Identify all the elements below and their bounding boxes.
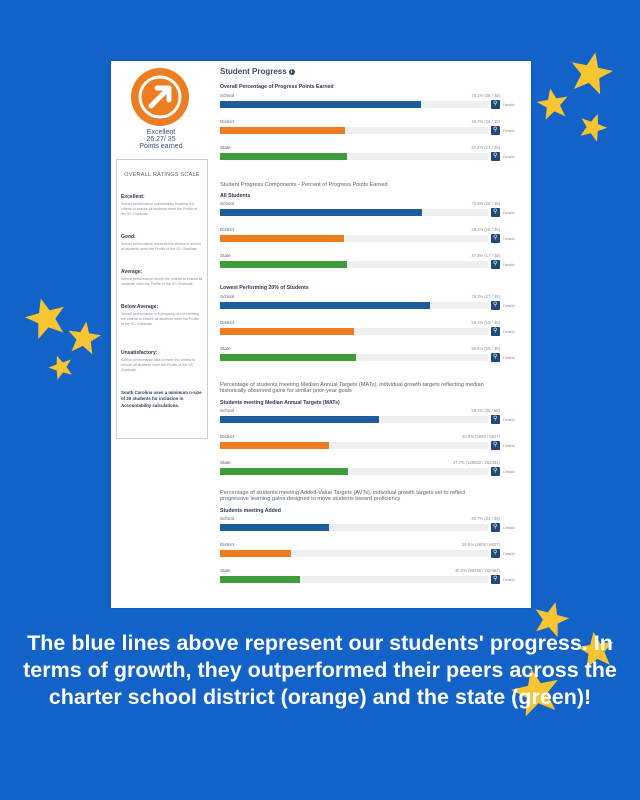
section-title: Students meeting Median Annual Targets (MATs) bbox=[220, 400, 340, 406]
details-button[interactable] bbox=[491, 208, 500, 217]
section-title: All Students bbox=[220, 193, 251, 199]
bar-value-label: 59.3% (35 / 59) bbox=[471, 408, 500, 413]
bar-category-label: School bbox=[220, 294, 235, 299]
bar-value-label: 30.0% (80290 / 262464) bbox=[455, 568, 500, 573]
bar-track bbox=[220, 576, 488, 583]
details-button[interactable] bbox=[491, 549, 500, 558]
search-icon: ⚲ bbox=[493, 576, 498, 582]
bar-value-label: 46.4% (16 / 35) bbox=[471, 227, 500, 232]
search-icon: ⚲ bbox=[493, 101, 498, 107]
bar-track bbox=[220, 354, 488, 361]
bar-track bbox=[220, 209, 488, 216]
info-icon[interactable]: i bbox=[289, 69, 295, 75]
details-button[interactable] bbox=[491, 234, 500, 243]
search-icon: ⚲ bbox=[493, 468, 498, 474]
details-link[interactable]: Details bbox=[503, 304, 515, 308]
rating-logo bbox=[131, 68, 189, 126]
details-button[interactable] bbox=[491, 353, 500, 362]
bar-category-label: State bbox=[220, 253, 231, 258]
details-button[interactable] bbox=[491, 126, 500, 135]
bar bbox=[220, 328, 354, 335]
bar-track bbox=[220, 550, 488, 557]
star-icon bbox=[24, 296, 68, 340]
bar-category-label: School bbox=[220, 408, 235, 413]
bar-category-label: District bbox=[220, 119, 235, 124]
bar-track bbox=[220, 235, 488, 242]
report-card bbox=[111, 61, 531, 608]
search-icon: ⚲ bbox=[493, 153, 498, 159]
bar-category-label: State bbox=[220, 145, 231, 150]
level-description: School performance exceeds the criteria to ensure all students meet the Profile of the SC Graduate. bbox=[121, 242, 202, 251]
details-button[interactable] bbox=[491, 301, 500, 310]
section-description: Percentage of students meeting Added-Value Targets (AVTs), individual growth targets set to reflect progressive learning gains designed to move students toward proficiency bbox=[220, 490, 466, 503]
section-description: Percentage of students meeting Median Annual Targets (MATs), individual growth targets reflecting median historically observed gains for similar prior-year goals bbox=[220, 382, 484, 395]
bar-track bbox=[220, 328, 488, 335]
report-sidebar bbox=[111, 61, 211, 608]
bar bbox=[220, 576, 300, 583]
bar bbox=[220, 550, 291, 557]
ratings-scale bbox=[116, 159, 208, 439]
details-link[interactable]: Details bbox=[503, 578, 515, 582]
bar bbox=[220, 302, 430, 309]
bar bbox=[220, 127, 345, 134]
level-name: Unsatisfactory: bbox=[121, 350, 158, 356]
details-link[interactable]: Details bbox=[503, 526, 515, 530]
page-title-text: Student Progress bbox=[220, 67, 287, 76]
student-progress-panel bbox=[220, 61, 525, 608]
bar bbox=[220, 468, 348, 475]
page-title bbox=[220, 67, 295, 76]
details-button[interactable] bbox=[491, 441, 500, 450]
bar-category-label: District bbox=[220, 320, 235, 325]
details-link[interactable]: Details bbox=[503, 330, 515, 334]
bar bbox=[220, 354, 356, 361]
level-description: School performance fails to meet the criteria to ensure all students meet the Profile of the SC Graduate. bbox=[121, 358, 196, 372]
bar-value-label: 47.7% (125502 / 262464) bbox=[452, 460, 500, 465]
level-description: School performance meets the criteria to ensure all students meet the Profile of the SC Graduate. bbox=[121, 277, 203, 286]
arrow-up-right-icon bbox=[131, 68, 189, 126]
level-description: School performance is in jeopardy of not meeting the criteria to ensure all students meet the Profile of the SC Graduate. bbox=[121, 312, 200, 326]
bar-track bbox=[220, 416, 488, 423]
n-size-note: South Carolina uses a minimum n-size of 20 students for inclusion in Accountability calculations. bbox=[121, 390, 202, 408]
details-button[interactable] bbox=[491, 523, 500, 532]
section-title: Overall Percentage of Progress Points Earned bbox=[220, 84, 334, 90]
bar-value-label: 50.1% (18 / 35) bbox=[471, 320, 500, 325]
bar bbox=[220, 261, 347, 268]
details-link[interactable]: Details bbox=[503, 552, 515, 556]
bar bbox=[220, 101, 421, 108]
bar-category-label: State bbox=[220, 346, 231, 351]
bar-value-label: 75.5% (26 / 35) bbox=[471, 201, 500, 206]
search-icon: ⚲ bbox=[493, 524, 498, 530]
bar-value-label: 26.5% (3808 / 6827) bbox=[462, 542, 500, 547]
details-button[interactable] bbox=[491, 100, 500, 109]
bar bbox=[220, 442, 329, 449]
search-icon: ⚲ bbox=[493, 416, 498, 422]
details-link[interactable]: Details bbox=[503, 418, 515, 422]
search-icon: ⚲ bbox=[493, 261, 498, 267]
bar-category-label: School bbox=[220, 93, 235, 98]
level-description: School performance substantially exceeds the criteria to ensure all students meet the Profile of the SC Graduate. bbox=[121, 202, 198, 216]
caption: The blue lines above represent our students' progress. In terms of growth, they outperformed their peers across the charter school district (orange) and the state (green)! bbox=[23, 631, 617, 709]
bar-category-label: District bbox=[220, 434, 235, 439]
bar-value-label: 40.8% (2992 / 6827) bbox=[462, 434, 500, 439]
search-icon: ⚲ bbox=[493, 550, 498, 556]
bar-track bbox=[220, 302, 488, 309]
details-link[interactable]: Details bbox=[503, 155, 515, 159]
bar-track bbox=[220, 153, 488, 160]
details-button[interactable] bbox=[491, 415, 500, 424]
bar-value-label: 78.2% (27 / 35) bbox=[471, 294, 500, 299]
bar-track bbox=[220, 261, 488, 268]
search-icon: ⚲ bbox=[493, 328, 498, 334]
star-icon bbox=[578, 112, 608, 142]
bar bbox=[220, 153, 347, 160]
bar-category-label: School bbox=[220, 201, 235, 206]
search-icon: ⚲ bbox=[493, 127, 498, 133]
search-icon: ⚲ bbox=[493, 354, 498, 360]
details-link[interactable]: Details bbox=[503, 103, 515, 107]
details-link[interactable]: Details bbox=[503, 237, 515, 241]
bar-value-label: 40.7% (24 / 59) bbox=[471, 516, 500, 521]
level-name: Below Average: bbox=[121, 304, 159, 310]
bar-category-label: District bbox=[220, 227, 235, 232]
search-icon: ⚲ bbox=[493, 302, 498, 308]
star-icon bbox=[568, 50, 614, 96]
bar-value-label: 47.3% (17 / 35) bbox=[471, 253, 500, 258]
ratings-scale-title: OVERALL RATINGS SCALE bbox=[124, 172, 200, 178]
details-button[interactable] bbox=[491, 575, 500, 584]
star-icon bbox=[536, 87, 570, 121]
bar-category-label: State bbox=[220, 460, 231, 465]
bar-track bbox=[220, 468, 488, 475]
search-icon: ⚲ bbox=[493, 442, 498, 448]
bar bbox=[220, 209, 422, 216]
bar-value-label: 47.4% (17 / 35) bbox=[471, 145, 500, 150]
level-name: Good: bbox=[121, 234, 136, 240]
bar-value-label: 50.6% (18 / 35) bbox=[471, 346, 500, 351]
bar-category-label: District bbox=[220, 542, 235, 547]
level-name: Average: bbox=[121, 269, 143, 275]
details-link[interactable]: Details bbox=[503, 470, 515, 474]
details-link[interactable]: Details bbox=[503, 444, 515, 448]
section-title: Students meeting Added bbox=[220, 508, 281, 514]
level-name: Excellent: bbox=[121, 194, 145, 200]
star-icon bbox=[66, 320, 102, 356]
bar-value-label: 75.1% (26 / 35) bbox=[471, 93, 500, 98]
bar-track bbox=[220, 127, 488, 134]
points-label: Points earned bbox=[139, 143, 183, 150]
bar bbox=[220, 524, 329, 531]
rating-label: Excellent bbox=[146, 129, 176, 136]
bar-track bbox=[220, 442, 488, 449]
bar-value-label: 46.7% (16 / 35) bbox=[471, 119, 500, 124]
details-button[interactable] bbox=[491, 152, 500, 161]
bar bbox=[220, 235, 344, 242]
bar-track bbox=[220, 101, 488, 108]
details-button[interactable] bbox=[491, 327, 500, 336]
details-link[interactable]: Details bbox=[503, 356, 515, 360]
search-icon: ⚲ bbox=[493, 235, 498, 241]
search-icon: ⚲ bbox=[493, 209, 498, 215]
star-icon bbox=[48, 354, 74, 380]
details-button[interactable] bbox=[491, 260, 500, 269]
bar-track bbox=[220, 524, 488, 531]
details-link[interactable]: Details bbox=[503, 129, 515, 133]
details-button[interactable] bbox=[491, 467, 500, 476]
bar-category-label: State bbox=[220, 568, 231, 573]
bar bbox=[220, 416, 379, 423]
section-description: Student Progress Components - Percent of Progress Points Earned bbox=[220, 182, 388, 188]
details-link[interactable]: Details bbox=[503, 211, 515, 215]
bar-category-label: School bbox=[220, 516, 235, 521]
details-link[interactable]: Details bbox=[503, 263, 515, 267]
points-value: 26.27/ 35 bbox=[146, 136, 176, 143]
section-title: Lowest Performing 20% of Students bbox=[220, 285, 309, 291]
